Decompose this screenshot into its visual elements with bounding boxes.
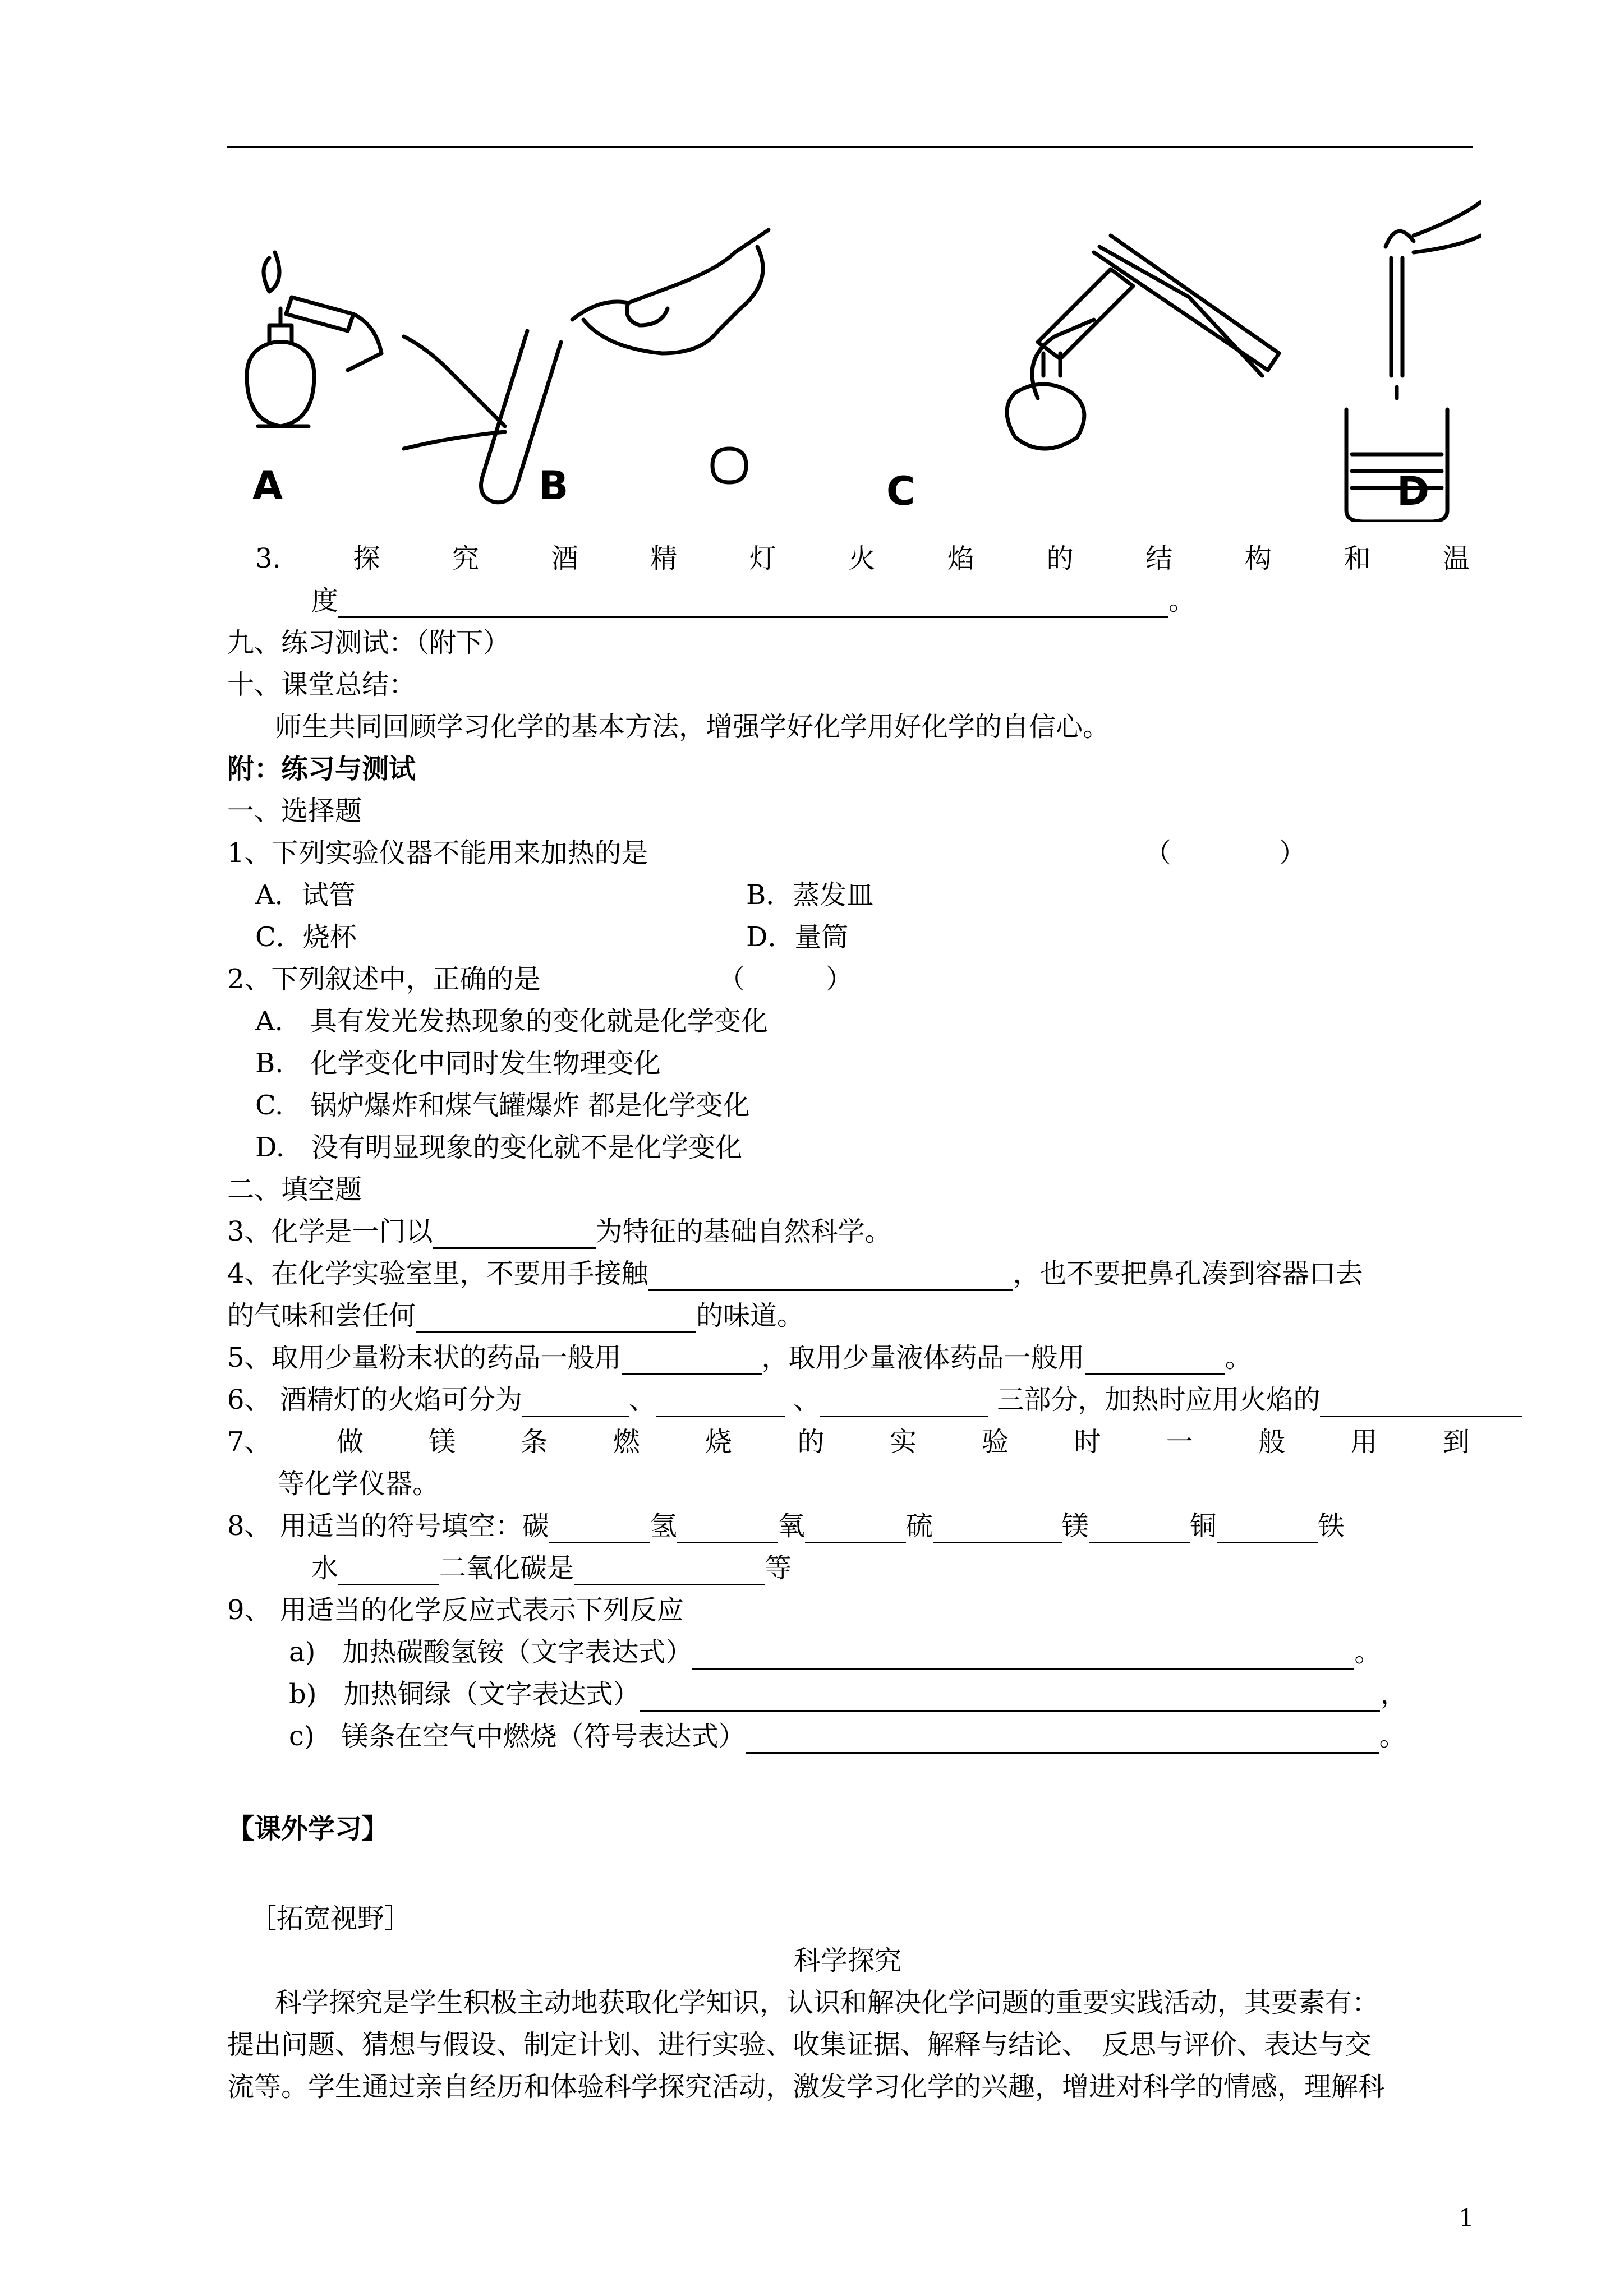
science-inquiry-title: 科学探究 [794, 1945, 902, 1976]
fill-8-blank-oxygen[interactable] [805, 1514, 906, 1543]
broaden-label: ［拓宽视野］ [250, 1903, 412, 1934]
apparatus-figure [236, 185, 1481, 522]
mc2-option-a: A. 具有发光发热现象的变化就是化学变化 [255, 1006, 768, 1037]
mc1-answer-paren[interactable]: （ ） [1144, 837, 1306, 869]
fill-8-blank-magnesium[interactable] [1089, 1514, 1190, 1543]
part2-heading: 二、填空题 [227, 1174, 362, 1205]
mc1-option-d: D．量筒 [746, 921, 849, 953]
appendix-heading: 附：练习与测试 [227, 753, 416, 785]
fill-8-blank-water[interactable] [338, 1556, 439, 1585]
q3-tail: 度 。 [311, 583, 1195, 618]
mc1-option-a: A．试管 [255, 879, 356, 911]
q3-blank[interactable] [338, 588, 1168, 618]
body-para-line-1: 科学探究是学生积极主动地获取化学知识，认识和解决化学问题的重要实践活动，其要素有： [275, 1987, 1379, 2018]
figure-label-b: B [539, 463, 569, 509]
fill-9-blank-b[interactable] [640, 1682, 1380, 1712]
fill-9-blank-a[interactable] [692, 1640, 1354, 1670]
fill-8-cont: 水 二氧化碳是 等 [311, 1551, 792, 1585]
summary-text: 师生共同回顾学习化学的基本方法，增强学好化学用好化学的自信心。 [275, 711, 1110, 743]
fill-7-line: 7、 做 镁 条 燃 烧 的 实 验 时 一 般 用 到 [227, 1426, 1470, 1458]
fill-9-c: c) 镁条在空气中燃烧（符号表达式） 。 [289, 1719, 1406, 1754]
mc1-option-c: C．烧杯 [255, 921, 357, 953]
fill-6-blank-2[interactable] [656, 1387, 785, 1417]
mc1-stem: 1、下列实验仪器不能用来加热的是 [227, 837, 648, 869]
fill-8-blank-hydrogen[interactable] [677, 1514, 778, 1543]
fill-9-a: a) 加热碳酸氢铵（文字表达式） 。 [289, 1635, 1381, 1670]
fill-4-blank-2[interactable] [416, 1303, 696, 1333]
figure-label-c: C [886, 468, 915, 514]
page-number: 1 [1459, 2204, 1474, 2233]
fill-4-cont: 的气味和尝任何 的味道。 [227, 1298, 804, 1333]
mc2-stem: 2、下列叙述中，正确的是 [227, 963, 541, 995]
mc2-answer-paren[interactable]: （ ） [718, 963, 853, 995]
fill-4-blank-1[interactable] [648, 1261, 1013, 1291]
fill-8-blank-sulfur[interactable] [933, 1514, 1062, 1543]
fill-5-blank-1[interactable] [622, 1345, 762, 1375]
part1-heading: 一、选择题 [227, 795, 362, 827]
mc2-option-c: C. 锅炉爆炸和煤气罐爆炸 都是化学变化 [255, 1090, 750, 1121]
body-para-line-2: 提出问题、猜想与假设、制定计划、进行实验、收集证据、解释与结论、 反思与评价、表达与交 [227, 2029, 1372, 2060]
figure-label-d: D [1397, 468, 1430, 514]
mc1-option-b: B．蒸发皿 [746, 879, 874, 911]
extra-study-heading: 【课外学习】 [227, 1813, 389, 1845]
fill-6-blank-1[interactable] [522, 1387, 629, 1417]
body-para-line-3: 流等。学生通过亲自经历和体验科学探究活动，激发学习化学的兴趣，增进对科学的情感，理解科 [227, 2071, 1386, 2103]
fill-8-blank-co2[interactable] [574, 1556, 765, 1585]
mc2-option-d: D. 没有明显现象的变化就不是化学变化 [255, 1132, 743, 1163]
fill-9-blank-c[interactable] [746, 1724, 1379, 1754]
figure-label-a: A [252, 463, 283, 509]
fill-3: 3、化学是一门以 为特征的基础自然科学。 [227, 1214, 892, 1249]
fill-8: 8、 用适当的符号填空：碳 氢 氧 硫 镁 铜 铁 [227, 1509, 1345, 1543]
fill-7-tail: 等化学仪器。 [278, 1468, 440, 1500]
apparatus-illustration [236, 185, 1481, 522]
fill-9-stem: 9、 用适当的化学反应式表示下列反应 [227, 1594, 684, 1626]
fill-9-b: b) 加热铜绿（文字表达式） ， [289, 1677, 1407, 1712]
fill-4: 4、在化学实验室里，不要用手接触 ，也不要把鼻孔凑到容器口去 [227, 1256, 1363, 1291]
section-10: 十、课堂总结： [227, 669, 416, 700]
fill-6-blank-4[interactable] [1320, 1387, 1522, 1417]
fill-6: 6、 酒精灯的火焰可分为 、 、 三部分，加热时应用火焰的 [227, 1382, 1522, 1417]
fill-8-blank-copper[interactable] [1217, 1514, 1318, 1543]
fill-5-blank-2[interactable] [1085, 1345, 1225, 1375]
fill-6-blank-3[interactable] [820, 1387, 988, 1417]
q3-line: 3. 探 究 酒 精 灯 火 焰 的 结 构 和 温 [255, 543, 1470, 574]
fill-8-blank-carbon[interactable] [549, 1514, 650, 1543]
fill-3-blank[interactable] [433, 1219, 596, 1249]
header-rule [227, 146, 1473, 148]
fill-5: 5、取用少量粉末状的药品一般用 ，取用少量液体药品一般用 。 [227, 1340, 1252, 1375]
mc2-option-b: B. 化学变化中同时发生物理变化 [255, 1048, 661, 1079]
section-9: 九、练习测试：（附下） [227, 627, 510, 658]
